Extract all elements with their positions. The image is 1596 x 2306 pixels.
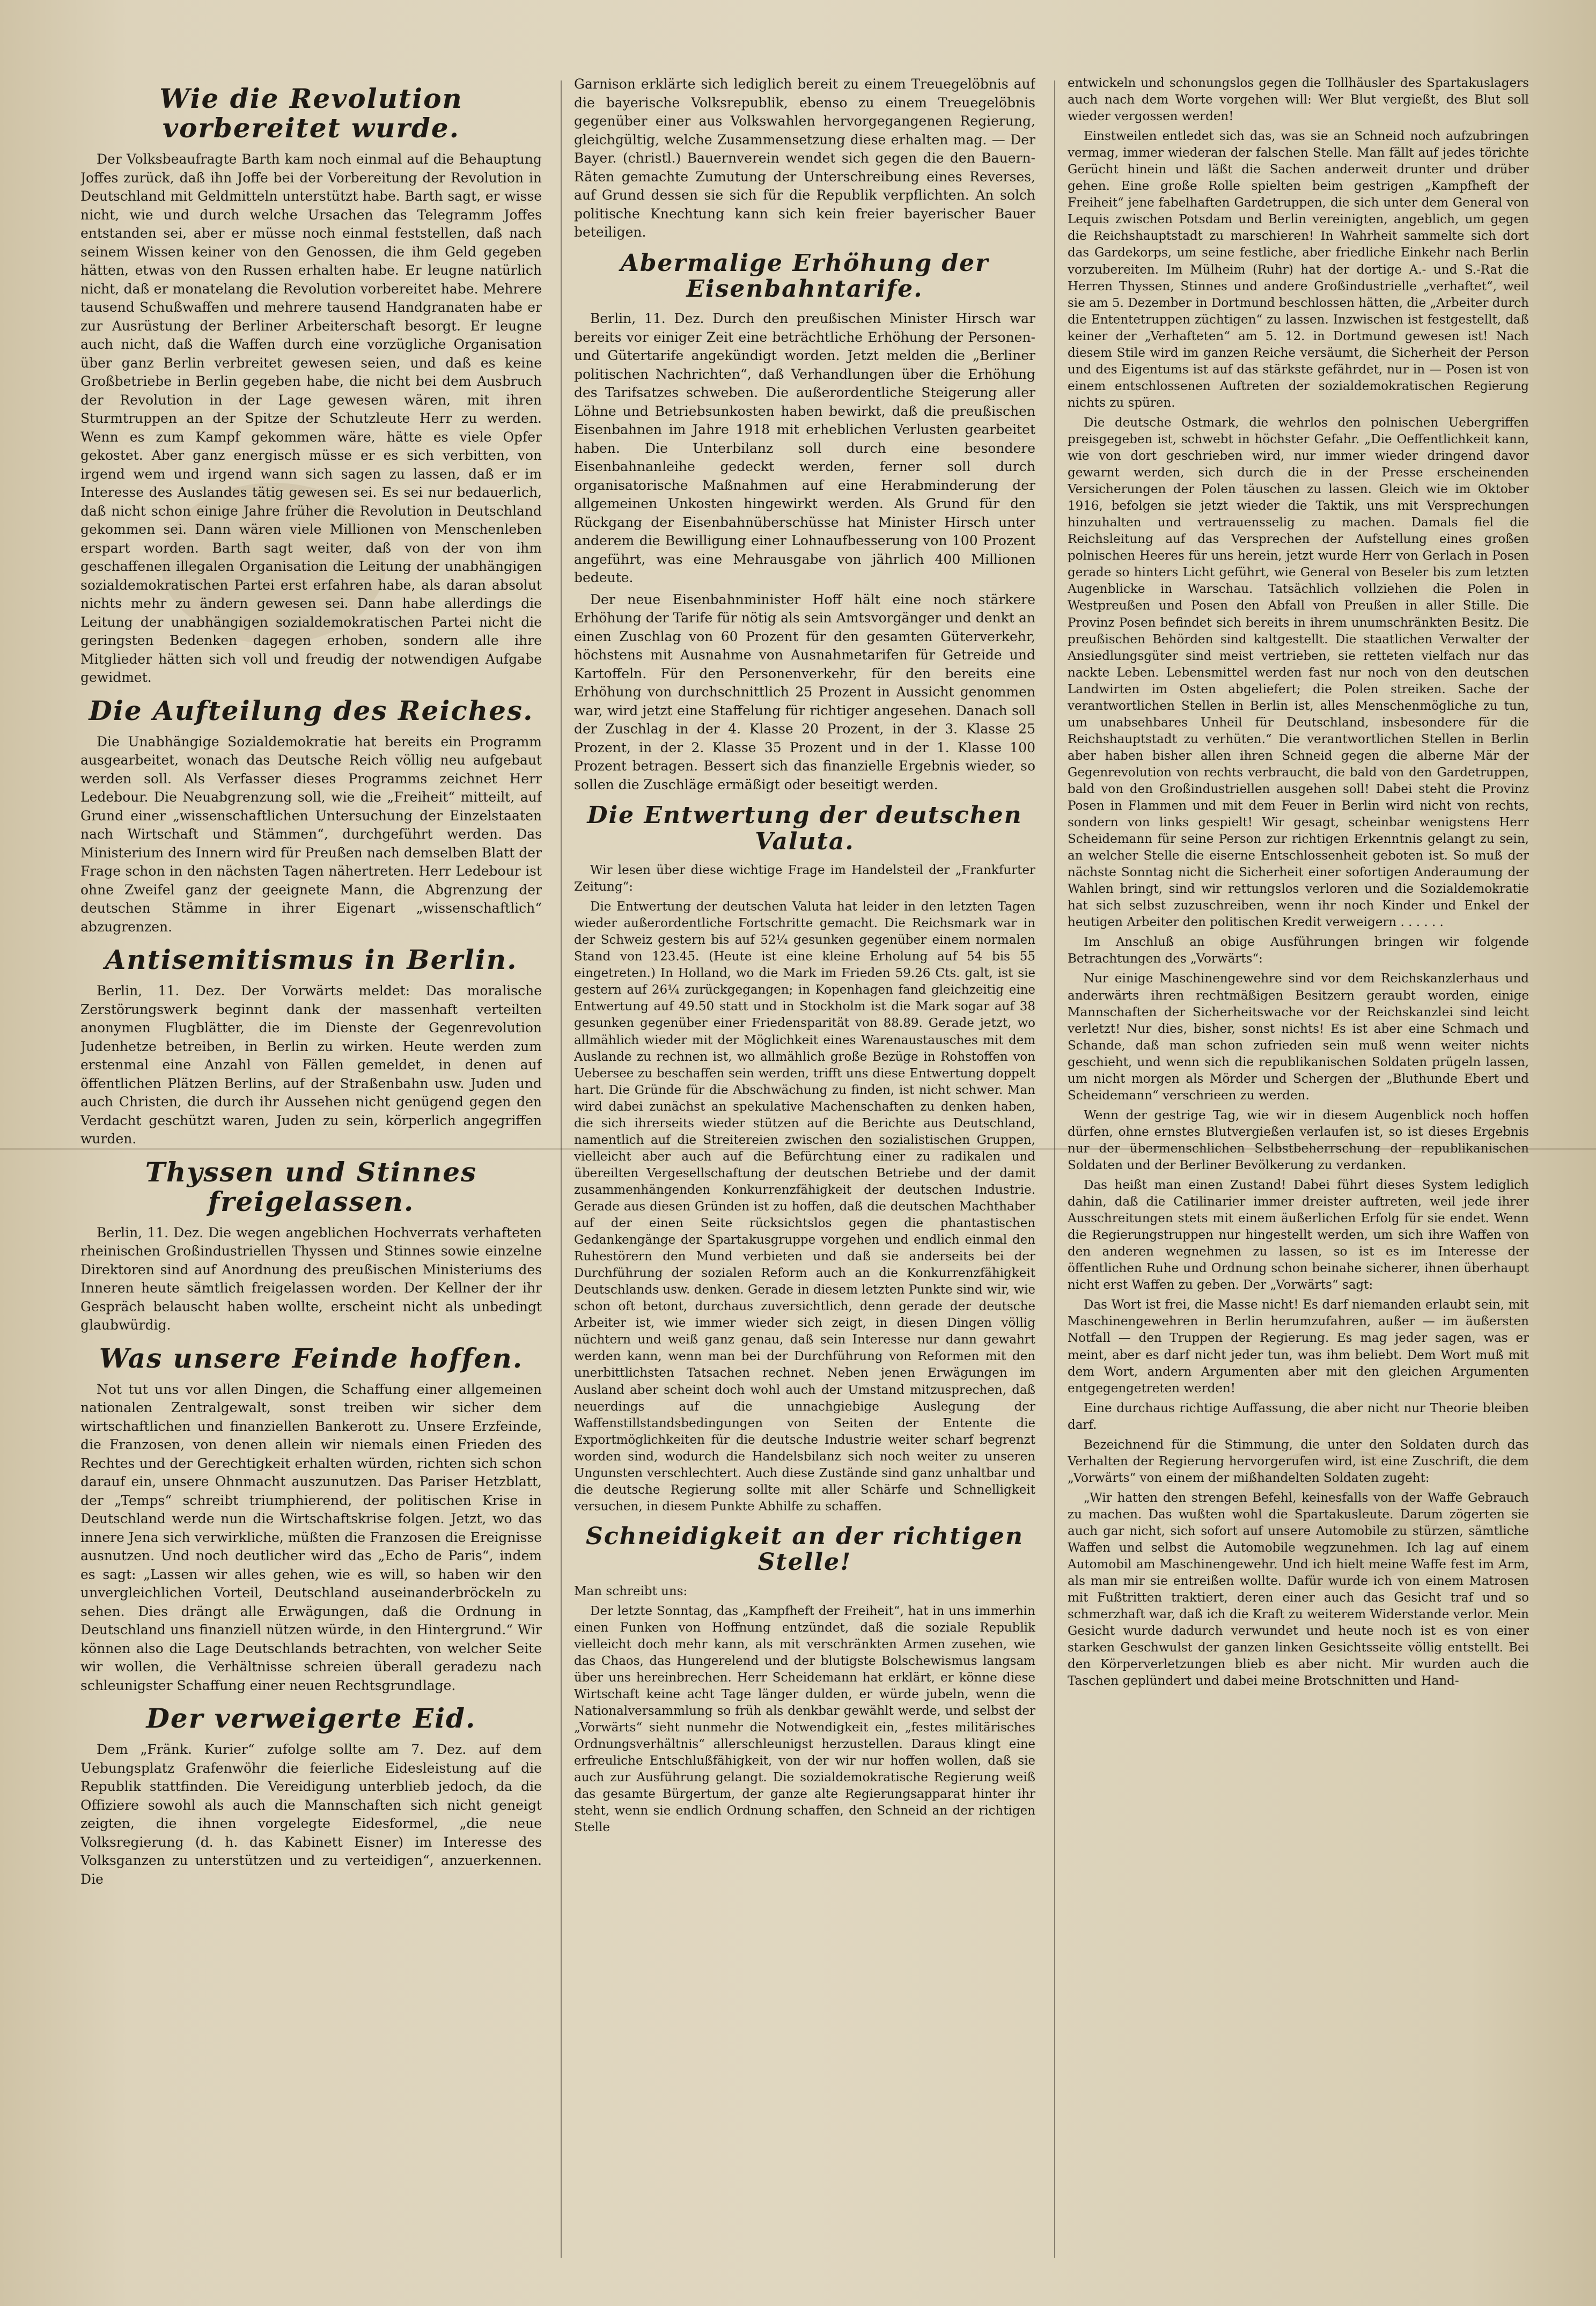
article-text: „Wir hatten den strengen Befehl, keinesfalls von der Waffe Gebrauch zu machen. Das wußten wohl die Spartakusleute. Darum zögerten sie auch gar nicht, sich sofort auf unsere Automobile zu stürzen, sämtliche Waffen und selbst die Automobile wegzunehmen. Ich lag auf einem Automobil am Maschinengewehr. Und ich hielt meine Waffe fest im Arm, als man mir sie entreißen wollte. Dafür wurde ich von einem Matrosen mit Fußtritten traktiert, deren einer auch das Gesicht traf und so schmerzhaft war, daß ich die Kraft zu weiterem Widerstande verlor. Mein Gesicht wurde dadurch verwundet und heute noch ist es von einer starken Geschwulst der ganzen linken Gesichtsseite völlig entstellt. Bei den Körperverletzungen blieb es aber nicht. Mir wurden auch die Taschen geplündert und dabei meine Brotschnitten und Hand- [1068, 1490, 1529, 1688]
article-title: Die Aufteilung des Reiches. [89, 694, 534, 726]
article-text: Das heißt man einen Zustand! Dabei führt dieses System lediglich dahin, daß die Catilinarier immer dreister auftreten, weil jede ihrer Ausschreitungen stets mit einem äußerlichen Erfolg für sie endet. Wenn die Regierungstruppen nur hingestellt werden, um sich ihre Waffen von den anderen wegnehmen zu lassen, so ist es im Interesse der öffentlichen Ruhe und Ordnung schon beinahe sicherer, ihnen überhaupt nicht erst Waffen zu geben. Der „Vorwärts“ sagt: [1068, 1178, 1529, 1292]
article-text: Berlin, 11. Dez. Der Vorwärts meldet: Das moralische Zerstörungswerk beginnt dank der massenhaft verteilten anonymen Flugblätter, die im Dienste der Gegenrevolution Judenhetze betreiben, in Berlin zu wirken. Heute werden zum erstenmal eine Anzahl von Fällen gemeldet, in denen auf öffentlichen Plätzen Berlins, auf der Straßenbahn usw. Juden und auch Christen, die durch ihr Aussehen nicht genügend gegen den Verdacht geschützt waren, Juden zu sein, körperlich angegriffen wurden. [80, 983, 542, 1147]
article-title: Schneidigkeit an der richtigen Stelle! [586, 1522, 1024, 1576]
article-title: Der verweigerte Eid. [146, 1702, 476, 1734]
column-3 [1068, 75, 1529, 2263]
article-text: Die Unabhängige Sozialdemokratie hat bereits ein Programm ausgearbeitet, wonach das Deutsche Reich völlig neu aufgebaut werden soll. Als Verfasser dieses Programms zeichnet Herr Ledebour. Die Neuabgrenzung soll, wie die „Freiheit“ mitteilt, auf Grund einer „wissenschaftlichen Untersuchung der Einzelstaaten nach Wirtschaft und Stämmen“, durchgeführt werden. Das Ministerium des Innern wird für Preußen nach demselben Blatt der Frage schon in den nächsten Tagen nähertreten. Herr Ledebour ist ohne Zweifel ganz der geeignete Mann, die Abgrenzung der deutschen Stämme in ihrer Eigenart „wissenschaftlich“ abzugrenzen. [80, 733, 542, 935]
column-rule [561, 80, 562, 2258]
article-continuation: entwickeln und schonungslos gegen die Tollhäusler des Spartakuslagers auch nach dem Worte vorgehen will: Wer Blut vergießt, des Blut soll wieder vergossen werden! [1068, 76, 1529, 124]
article-title: Antisemitismus in Berlin. [105, 944, 518, 975]
article-text: Bezeichnend für die Stimmung, die unter den Soldaten durch das Verhalten der Regierung hervorgerufen wird, ist eine Zuschrift, die dem „Vorwärts“ von einem der mißhandelten Soldaten zugeht: [1068, 1437, 1529, 1485]
article-title: Thyssen und Stinnes freigelassen. [145, 1156, 477, 1217]
article-title: Wie die Revolution vorbereitet wurde. [159, 83, 463, 144]
article-title: Was unsere Feinde hoffen. [99, 1342, 524, 1374]
column-rule [1054, 80, 1055, 2258]
article-text: Das Wort ist frei, die Masse nicht! Es darf niemanden erlaubt sein, mit Maschinengewehren in Berlin herumzufahren, außer — im äußersten Notfall — den Truppen der Regierung. Es mag jeder sagen, was er meint, aber es darf nicht jeder tun, was ihm beliebt. Dem Wort muß mit dem Wort, andern Argumenten aber mit den gleichen Argumenten entgegengetreten werden! [1068, 1298, 1529, 1396]
article-continuation: Garnison erklärte sich lediglich bereit zu einem Treuegelöbnis auf die bayerische Volksrepublik, ebenso zu einem Treuegelöbnis gegenüber einer aus Volkswahlen hervorgegangenen Regierung, gleichgültig, welche Zusammensetzung diese erhalten mag. — Der Bayer. (christl.) Bauernverein wendet sich gegen die den Bauern-Räten gemachte Zumutung der Unterschreibung eines Reverses, auf Grund dessen sie sich für die Republik verpflichten. An solch politische Knechtung kann sich kein freier bayerischer Bauer beteiligen. [574, 76, 1035, 240]
article-text: Wenn der gestrige Tag, wie wir in diesem Augenblick noch hoffen dürfen, ohne ernstes Blutvergießen verlaufen ist, so ist dieses Ergebnis nur der übermenschlichen Selbstbeherrschung der republikanischen Soldaten und der Berliner Bevölkerung zu verdanken. [1068, 1108, 1529, 1172]
article-text: Die deutsche Ostmark, die wehrlos den polnischen Uebergriffen preisgegeben ist, schwebt in höchster Gefahr. „Die Oeffentlichkeit kann, wie von dort geschrieben wird, nur immer wieder dringend davor gewarnt werden, sich durch die in der Presse erscheinenden Versicherungen der Polen täuschen zu lassen. Gleich wie im Oktober 1916, befolgen sie jetzt wieder die Taktik, uns mit Versprechungen hinzuhalten und vertrauensselig zu machen. Damals fiel die Reichsleitung auf das Versprechen der Aufstellung eines großen polnischen Heeres für uns herein, jetzt wurde Herr von Gerlach in Posen gerade so hinters Licht geführt, wie General von Beseler bis zum letzten Augenblicke in Warschau. Tatsächlich vollziehen die Polen in Westpreußen und Posen den Abfall von Preußen in aller Stille. Die Provinz Posen befindet sich bereits in ihrem unumschränkten Besitz. Die preußischen Behörden sind kaltgestellt. Die staatlichen Verwalter der Ansiedlungsgüter sind meist vertrieben, sie retteten vielfach nur das nackte Leben. Lebensmittel werden fast nur noch von den deutschen Landwirten im Osten abgeliefert; die Polen streiken. Sache der verantwortlichen Stellen in Berlin ist, alles Menschenmögliche zu tun, um unabsehbares Unheil für Deutschland, insbesondere für die Reichshauptstadt zu verhüten.“ Die verantwortlichen Stellen in Berlin aber haben bisher allen ihren Schneid gegen die alberne Mär der Gegenrevolution von rechts verbraucht, die bald von den Gardetruppen, bald von den Großindustriellen ausgehen soll! Dabei steht die Provinz Posen in Flammen und mit dem Feuer in Berlin wird nicht von rechts, sondern von links gespielt! Wir gesagt, scheinbar wenigstens Herr Scheidemann für seine Person zur richtigen Erkenntnis gelangt zu sein, an welcher Stelle die eiserne Entschlossenheit geboten ist. So muß der nächste Sonntag nicht die Sicherheit einer sofortigen Anderaumung der Wahlen bringt, sind wir rettungslos verloren und die Sozialdemokratie hat sich selbst zuzuschreiben, wenn ihr noch Kinder und Enkel der heutigen Arbeiter den politischen Kredit verweigern . . . . . . [1068, 415, 1529, 930]
column-1 [80, 75, 542, 2263]
article-text: Die Entwertung der deutschen Valuta hat leider in den letzten Tagen wieder außerordentliche Fortschritte gemacht. Die Reichsmark war in der Schweiz gestern bis auf 52¼ gesunken gegenüber einem normalen Stand von 123.45. (Heute ist eine kleine Erholung auf 54 bis 55 eingetreten.) In Holland, wo die Mark im Frieden 59.26 Cts. galt, ist sie gestern auf 26¼ zurückgegangen; in Kopenhagen fand gleichzeitig eine Entwertung auf 49.50 statt und in Stockholm ist die Mark sogar auf 38 gesunken gegenüber einer Friedensparität von 88.89. Gerade jetzt, wo allmählich wieder mit der Möglichkeit eines Warenaustausches mit dem Auslande zu rechnen ist, wo allmählich große Bezüge in Rohstoffen von Uebersee zu beschaffen sein werden, trifft uns diese Entwertung doppelt hart. Die Gründe für die Abschwächung zu finden, ist nicht schwer. Man wird dabei zunächst an spekulative Machenschaften zu denken haben, die sich ihrerseits wieder stützen auf die Berichte aus Deutschland, namentlich auf die Streitereien zwischen den sozialistischen Gruppen, vielleicht aber auch auf die Befürchtung einer zu radikalen und übereilten Vergesellschaftung der deutschen Betriebe und der damit zusammenhängenden Konkurrenzfähigkeit der deutschen Industrie. Gerade aus diesen Gründen ist zu hoffen, daß die deutschen Machthaber auf der einen Seite rücksichtslos gegen die phantastischen Gedankengänge der Spartakusgruppe vorgehen und endlich einmal den Ruhestörern den Mund verbieten und daß sie anderseits bei der Durchführung der sozialen Reform auch an die Konkurrenzfähigkeit Deutschlands usw. denken. Gerade in diesem letzten Punkte sind wir, wie schon oft betont, durchaus zuversichtlich, denn gerade der deutsche Arbeiter ist, wie immer wieder sich zeigt, in diesen Dingen völlig nüchtern und weiß ganz genau, daß sein Interesse nur dann gewahrt werden kann, wenn man bei der Durchführung von Reformen mit den unerbittlichsten Tatsachen rechnet. Neben jenen Erwägungen im Ausland aber scheint doch wohl auch der Umstand mitzusprechen, daß neuerdings auf die unnachgiebige Auslegung der Waffenstillstandsbedingungen von Seiten der Entente die Exportmöglichkeiten für die deutsche Industrie weiter scharf begrenzt worden sind, wodurch die Handelsbilanz sich noch weiter zu unseren Ungunsten verschlechtert. Auch diese Zustände sind ganz unhaltbar und die deutsche Regierung sollte mit aller Schärfe und Schnelligkeit versuchen, in diesem Punkte Abhilfe zu schaffen. [574, 900, 1035, 1514]
article-text: Berlin, 11. Dez. Die wegen angeblichen Hochverrats verhafteten rheinischen Großindustriellen Thyssen und Stinnes sowie einzelne Direktoren sind auf Anordnung des preußischen Ministeriums des Inneren heute sämtlich freigelassen worden. Der Kellner der ihr Gespräch belauscht haben wollte, erscheint nicht als unbedingt glaubwürdig. [80, 1224, 542, 1333]
article-intro: Wir lesen über diese wichtige Frage im Handelsteil der „Frankfurter Zeitung“: [574, 863, 1035, 894]
article-text: Einstweilen entledet sich das, was sie an Schneid noch aufzubringen vermag, immer wiederan der falschen Stelle. Man fällt auf jedes törichte Gerücht hinein und läßt die Sachen anderweit drunter und drüber gehen. Eine große Rolle spielten beim gestrigen „Kampfheft der Freiheit“ jene fabelhaften Gardetruppen, die sich unter dem General von Lequis zwischen Potsdam und Berlin vereinigten, angeblich, um gegen die Reichshauptstadt zu marschieren! In Wahrheit sammelte sich dort das Gardekorps, um seine festliche, aber friedliche Einkehr nach Berlin vorzubereiten. Im Mülheim (Ruhr) hat der dortige A.- und S.-Rat die Herren Thyssen, Stinnes und andere Großindustrielle „verhaftet“, weil sie am 5. Dezember in Dortmund beschlossen hätten, die „Arbeiter durch die Ententetruppen züchtigen“ zu lassen. Inzwischen ist festgestellt, daß keiner der „Verhafteten“ am 5. 12. in Dortmund gewesen ist! Nach diesem Stile wird im ganzen Reiche versäumt, die Sicherheit der Person und des Eigentums ist auf das stärkste gefährdet, nur in — Posen ist von einem entschlossenen Auftreten der sozialdemokratischen Regierung nichts zu spüren. [1068, 129, 1529, 410]
article-title: Die Entwertung der deutschen Valuta. [587, 802, 1023, 855]
article-text: Eine durchaus richtige Auffassung, die aber nicht nur Theorie bleiben darf. [1068, 1401, 1529, 1432]
article-title: Abermalige Erhöhung der Eisenbahntarife. [620, 249, 989, 303]
article-intro: Man schreibt uns: [574, 1584, 688, 1598]
article-text: Berlin, 11. Dez. Durch den preußischen Minister Hirsch war bereits vor einiger Zeit eine beträchtliche Erhöhung der Personen- und Gütertarife angekündigt worden. Jetzt melden die „Berliner politischen Nachrichten“, daß Verhandlungen über die Erhöhung des Tarifsatzes schweben. Die außerordentliche Steigerung aller Löhne und Betriebsunkosten haben bewirkt, daß die preußischen Eisenbahnen im Jahre 1918 mit erheblichen Verlusten gearbeitet haben. Die Unterbilanz soll durch eine besondere Eisenbahnanleihe gedeckt werden, ferner soll durch organisatorische Maßnahmen auf eine Herabminderung der allgemeinen Unkosten hingewirkt werden. Als Grund für den Rückgang der Eisenbahnüberschüsse hat Minister Hirsch unter anderem die Bewilligung einer Lohnaufbesserung von 100 Prozent angeführt, was eine Mehrausgabe von jährlich 400 Millionen bedeute. [574, 311, 1035, 586]
article-text: Der Volksbeaufragte Barth kam noch einmal auf die Behauptung Joffes zurück, daß ihn Joffe bei der Vorbereitung der Revolution in Deutschland mit Geldmitteln unterstützt habe. Barth sagt, er wisse nicht, wie und durch welche Ursachen das Telegramm Joffes entstanden sei, aber er müsse noch einmal feststellen, daß nach seinem Wissen keiner von den Genossen, die ihm Geld gegeben hätten, etwas von den Russen erhalten habe. Er leugne natürlich nicht, daß er monatelang die Revolution vorbereitet habe. Mehrere tausend Schußwaffen und mehrere tausend Handgranaten habe er zur Ausrüstung der Berliner Arbeiterschaft besorgt. Er leugne auch nicht, daß die Waffen durch eine vorzügliche Organisation über ganz Berlin verbreitet gewesen seien, und daß es keine Großbetriebe in Berlin gegeben habe, die nicht bei dem Ausbruch der Revolution in der Lage gewesen wären, mit ihren Sturmtruppen an der Spitze der Schutzleute Herr zu werden. Wenn es zum Kampf gekommen wäre, hätte es viele Opfer gekostet. Aber ganz energisch müsse er es sich verbitten, von irgend wem und irgend wann sich sagen zu lassen, daß er im Interesse des Auslandes tätig gewesen sei. Es sei nur bedauerlich, daß nicht schon einige Jahre früher die Revolution in Deutschland gekommen sei. Dann wären viele Millionen von Menschenleben erspart worden. Barth sagt weiter, daß von der von ihm geschaffenen illegalen Organisation die Leitung der unabhängigen sozialdemokratischen Partei erst erfahren habe, als daran absolut nichts mehr zu ändern gewesen sei. Dann habe allerdings die Leitung der unabhängigen sozialdemokratischen Partei nicht die geringsten Bedenken dagegen erhoben, sondern alle ihre Mitglieder hätten sich voll und freudig der notwendigen Aufgabe gewidmet. [80, 151, 542, 685]
column-2 [574, 75, 1035, 2263]
article-text: Not tut uns vor allen Dingen, die Schaffung einer allgemeinen nationalen Zentralgewalt, sonst treiben wir sicher dem wirtschaftlichen und finanziellen Bankerott zu. Unsere Erzfeinde, die Franzosen, von denen allein wir niemals einen Frieden des Rechtes und der Gerechtigkeit erhalten würden, richten sich schon darauf ein, unsere Ohnmacht auszunutzen. Das Pariser Hetzblatt, der „Temps“ schreibt triumphierend, der politischen Krise in Deutschland werde nun die Wirtschaftskrise folgen. Jetzt, wo das innere Jena sich verwirkliche, müßten die Franzosen die Ereignisse ausnutzen. Und noch deutlicher wird das „Echo de Paris“, indem es sagt: „Lassen wir alles gehen, wie es will, so haben wir den unvergleichlichen Vorteil, Deutschland auseinanderbröckeln zu sehen. Dies drängt alle Erwägungen, daß die Ordnung in Deutschland uns finanziell nützen würde, in den Hintergrund.“ Wir können also die Lage Deutschlands betrachten, von welcher Seite wir wollen, die Verhältnisse schreien überall geradezu nach schleunigster Schaffung einer neuen Rechtsgrundlage. [80, 1381, 542, 1693]
article-text: Nur einige Maschinengewehre sind vor dem Reichskanzlerhaus und anderwärts ihren rechtmäßigen Besitzern geraubt worden, einige Mannschaften der Sicherheitswache vor der Reichskanzlei sind leicht verletzt! Nur dies, bisher, sonst nichts! Es ist aber eine Schmach und Schande, daß man schon zufrieden sein muß wenn weiter nichts geschieht, und wenn sich die republikanischen Soldaten prügeln lassen, um nicht morgen als Mörder und Schergen der „Bluthunde Ebert und Scheidemann“ verschrieen zu werden. [1068, 972, 1529, 1103]
article-text: Im Anschluß an obige Ausführungen bringen wir folgende Betrachtungen des „Vorwärts“: [1068, 935, 1529, 966]
article-text: Der neue Eisenbahnminister Hoff hält eine noch stärkere Erhöhung der Tarife für nötig als sein Amtsvorgänger und denkt an einen Zuschlag von 60 Prozent für den gesamten Güterverkehr, höchstens mit Ausnahme von Ausnahmetarifen für Getreide und Kartoffeln. Für den Personenverkehr, für den bereits eine Erhöhung von durchschnittlich 25 Prozent in Aussicht genommen war, wird jetzt eine Staffelung für richtiger angesehen. Danach soll der Zuschlag in der 4. Klasse 20 Prozent, in der 3. Klasse 25 Prozent, in der 2. Klasse 35 Prozent und in der 1. Klasse 100 Prozent betragen. Bessert sich das finanzielle Ergebnis wieder, so sollen die Zuschläge ermäßigt oder beseitigt werden. [574, 591, 1035, 792]
article-text: Dem „Fränk. Kurier“ zufolge sollte am 7. Dez. auf dem Uebungsplatz Grafenwöhr die feierliche Eidesleistung auf die Republik stattfinden. Die Vereidigung unterblieb jedoch, da die Offiziere sowohl als auch die Mannschaften sich nicht geneigt zeigten, die ihnen vorgelegte Eidesformel, „die neue Volksregierung (d. h. das Kabinett Eisner) im Interesse des Volksganzen zu unterstützen und zu verteidigen“, anzuerkennen. Die [80, 1742, 542, 1887]
article-text: Der letzte Sonntag, das „Kampfheft der Freiheit“, hat in uns immerhin einen Funken von Hoffnung entzündet, daß die soziale Republik vielleicht doch mehr kann, als mit verschränkten Armen zusehen, wie das Chaos, das Hungerelend und der blutigste Bolschewismus langsam über uns hereinbrechen. Herr Scheidemann hat erklärt, er könne diese Wirtschaft keine acht Tage länger dulden, er würde jubeln, wenn die Nationalversammlung so früh als denkbar gewählt werde, und selbst der „Vorwärts“ sieht nunmehr die Notwendigkeit ein, „festes militärisches Ordnungsverhältnis“ allerschleunigst herzustellen. Daraus klingt eine erfreuliche Entschlußfähigkeit, von der wir nur hoffen wollen, daß sie auch zur Ausführung gelangt. Die sozialdemokratische Regierung weiß das gesamte Bürgertum, der ganze alte Regierungsapparat hinter ihr steht, wenn sie endlich Ordnung schaffen, den Schneid an der richtigen Stelle [574, 1604, 1035, 1835]
